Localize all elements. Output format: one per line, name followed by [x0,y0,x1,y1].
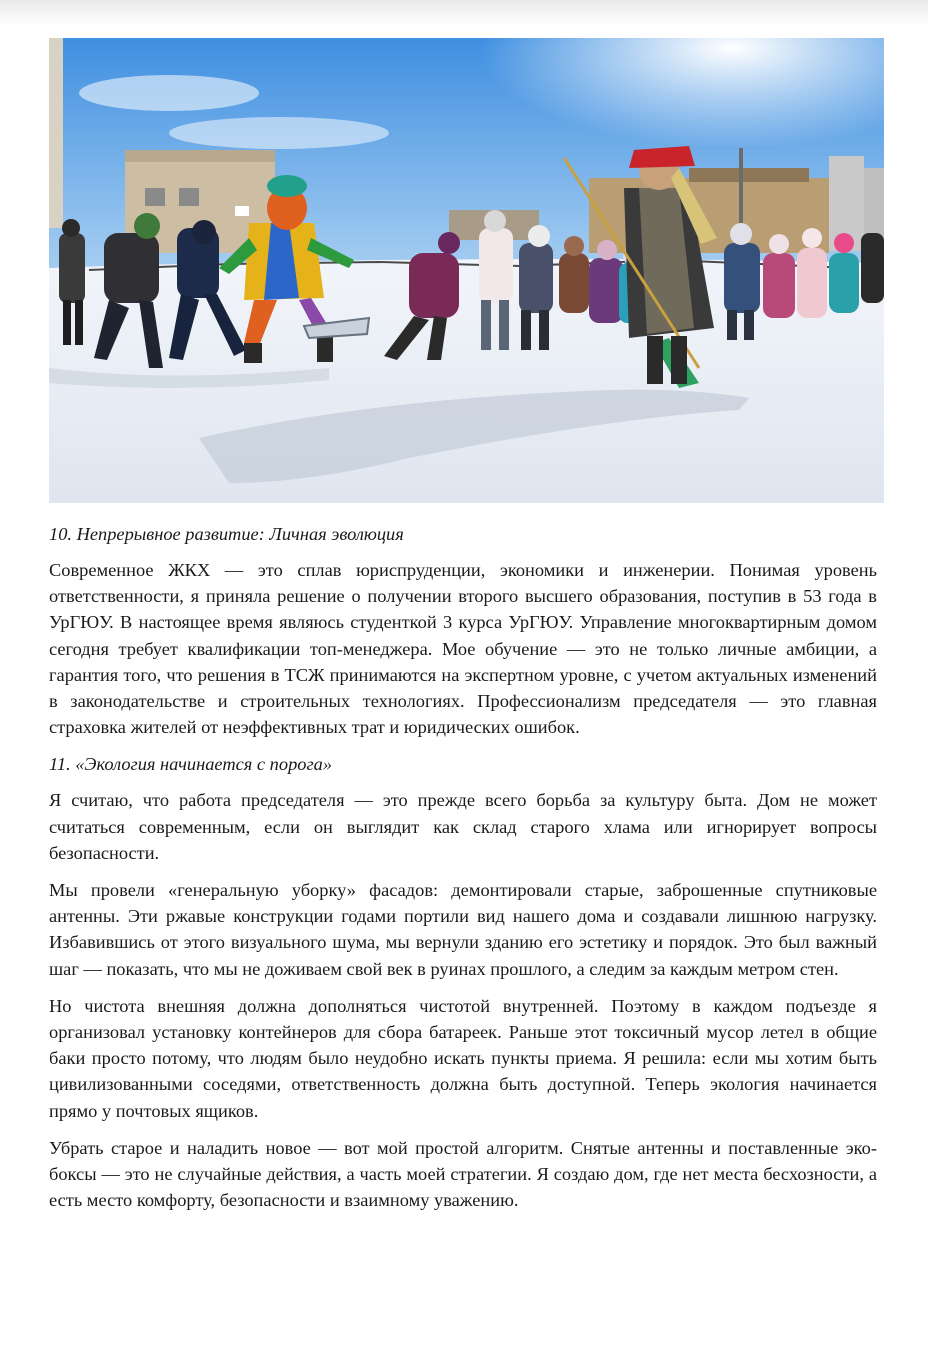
paragraph: Мы провели «генеральную уборку» фасадов: демонтировали старые, заброшенные спутниковые антенны. Эти ржавые конструкции годами портили вид нашего дома и создавали лишнюю нагрузку. Избавившись от этого визуального шума, мы вернули зданию его эстетику и порядок. Это был важный шаг — показать, что мы не доживаем свой век в руинах прошлого, а следим за каждым метром стен. [49,880,877,979]
photo-icon [49,38,884,503]
section-10 [49,521,877,740]
paragraph: Современное ЖКХ — это сплав юриспруденции, экономики и инженерии. Понимая уровень ответственности, я приняла решение о получении второго высшего образования, поступив в 53 года в УрГЮУ. В настоящее время являюсь студенткой 3 курса УрГЮУ. Управление многоквартирным домом сегодня требует квалификации топ-менеджера. Мое обучение — это не только личные амбиции, а гарантия того, что решения в ТСЖ принимаются на экспертном уровне, с учетом актуальных изменений в законодательстве и строительных технологиях. Профессионализм председателя — это главная страховка жителей от неэффективных трат и юридических ошибок. [49,560,877,738]
article-body [49,521,877,1224]
section-11 [49,751,877,1213]
paragraph: Но чистота внешняя должна дополняться чистотой внутренней. Поэтому в каждом подъезде я организовал установку контейнеров для сбора батареек. Раньше этот токсичный мусор летел в общие баки просто потому, что людям было неудобно искать пункты приема. Я решила: если мы хотим быть цивилизованными соседями, ответственность должна быть доступной. Теперь экология начинается прямо у почтовых ящиков. [49,995,877,1121]
section-heading: 10. Непрерывное развитие: Личная эволюция [49,524,404,544]
paragraph: Убрать старое и наладить новое — вот мой простой алгоритм. Снятые антенны и поставленные эко-боксы — это не случайные действия, а часть моей стратегии. Я создаю дом, где нет места бесхозности, а есть место комфорту, безопасности и взаимному уважению. [49,1137,877,1211]
event-photo [49,38,884,503]
paragraph: Я считаю, что работа председателя — это прежде всего борьба за культуру быта. Дом не может считаться современным, если он выглядит как склад старого хлама или игнорирует вопросы безопасности. [49,790,877,863]
section-heading: 11. «Экология начинается с порога» [49,754,333,775]
page-top-shadow [0,0,928,26]
